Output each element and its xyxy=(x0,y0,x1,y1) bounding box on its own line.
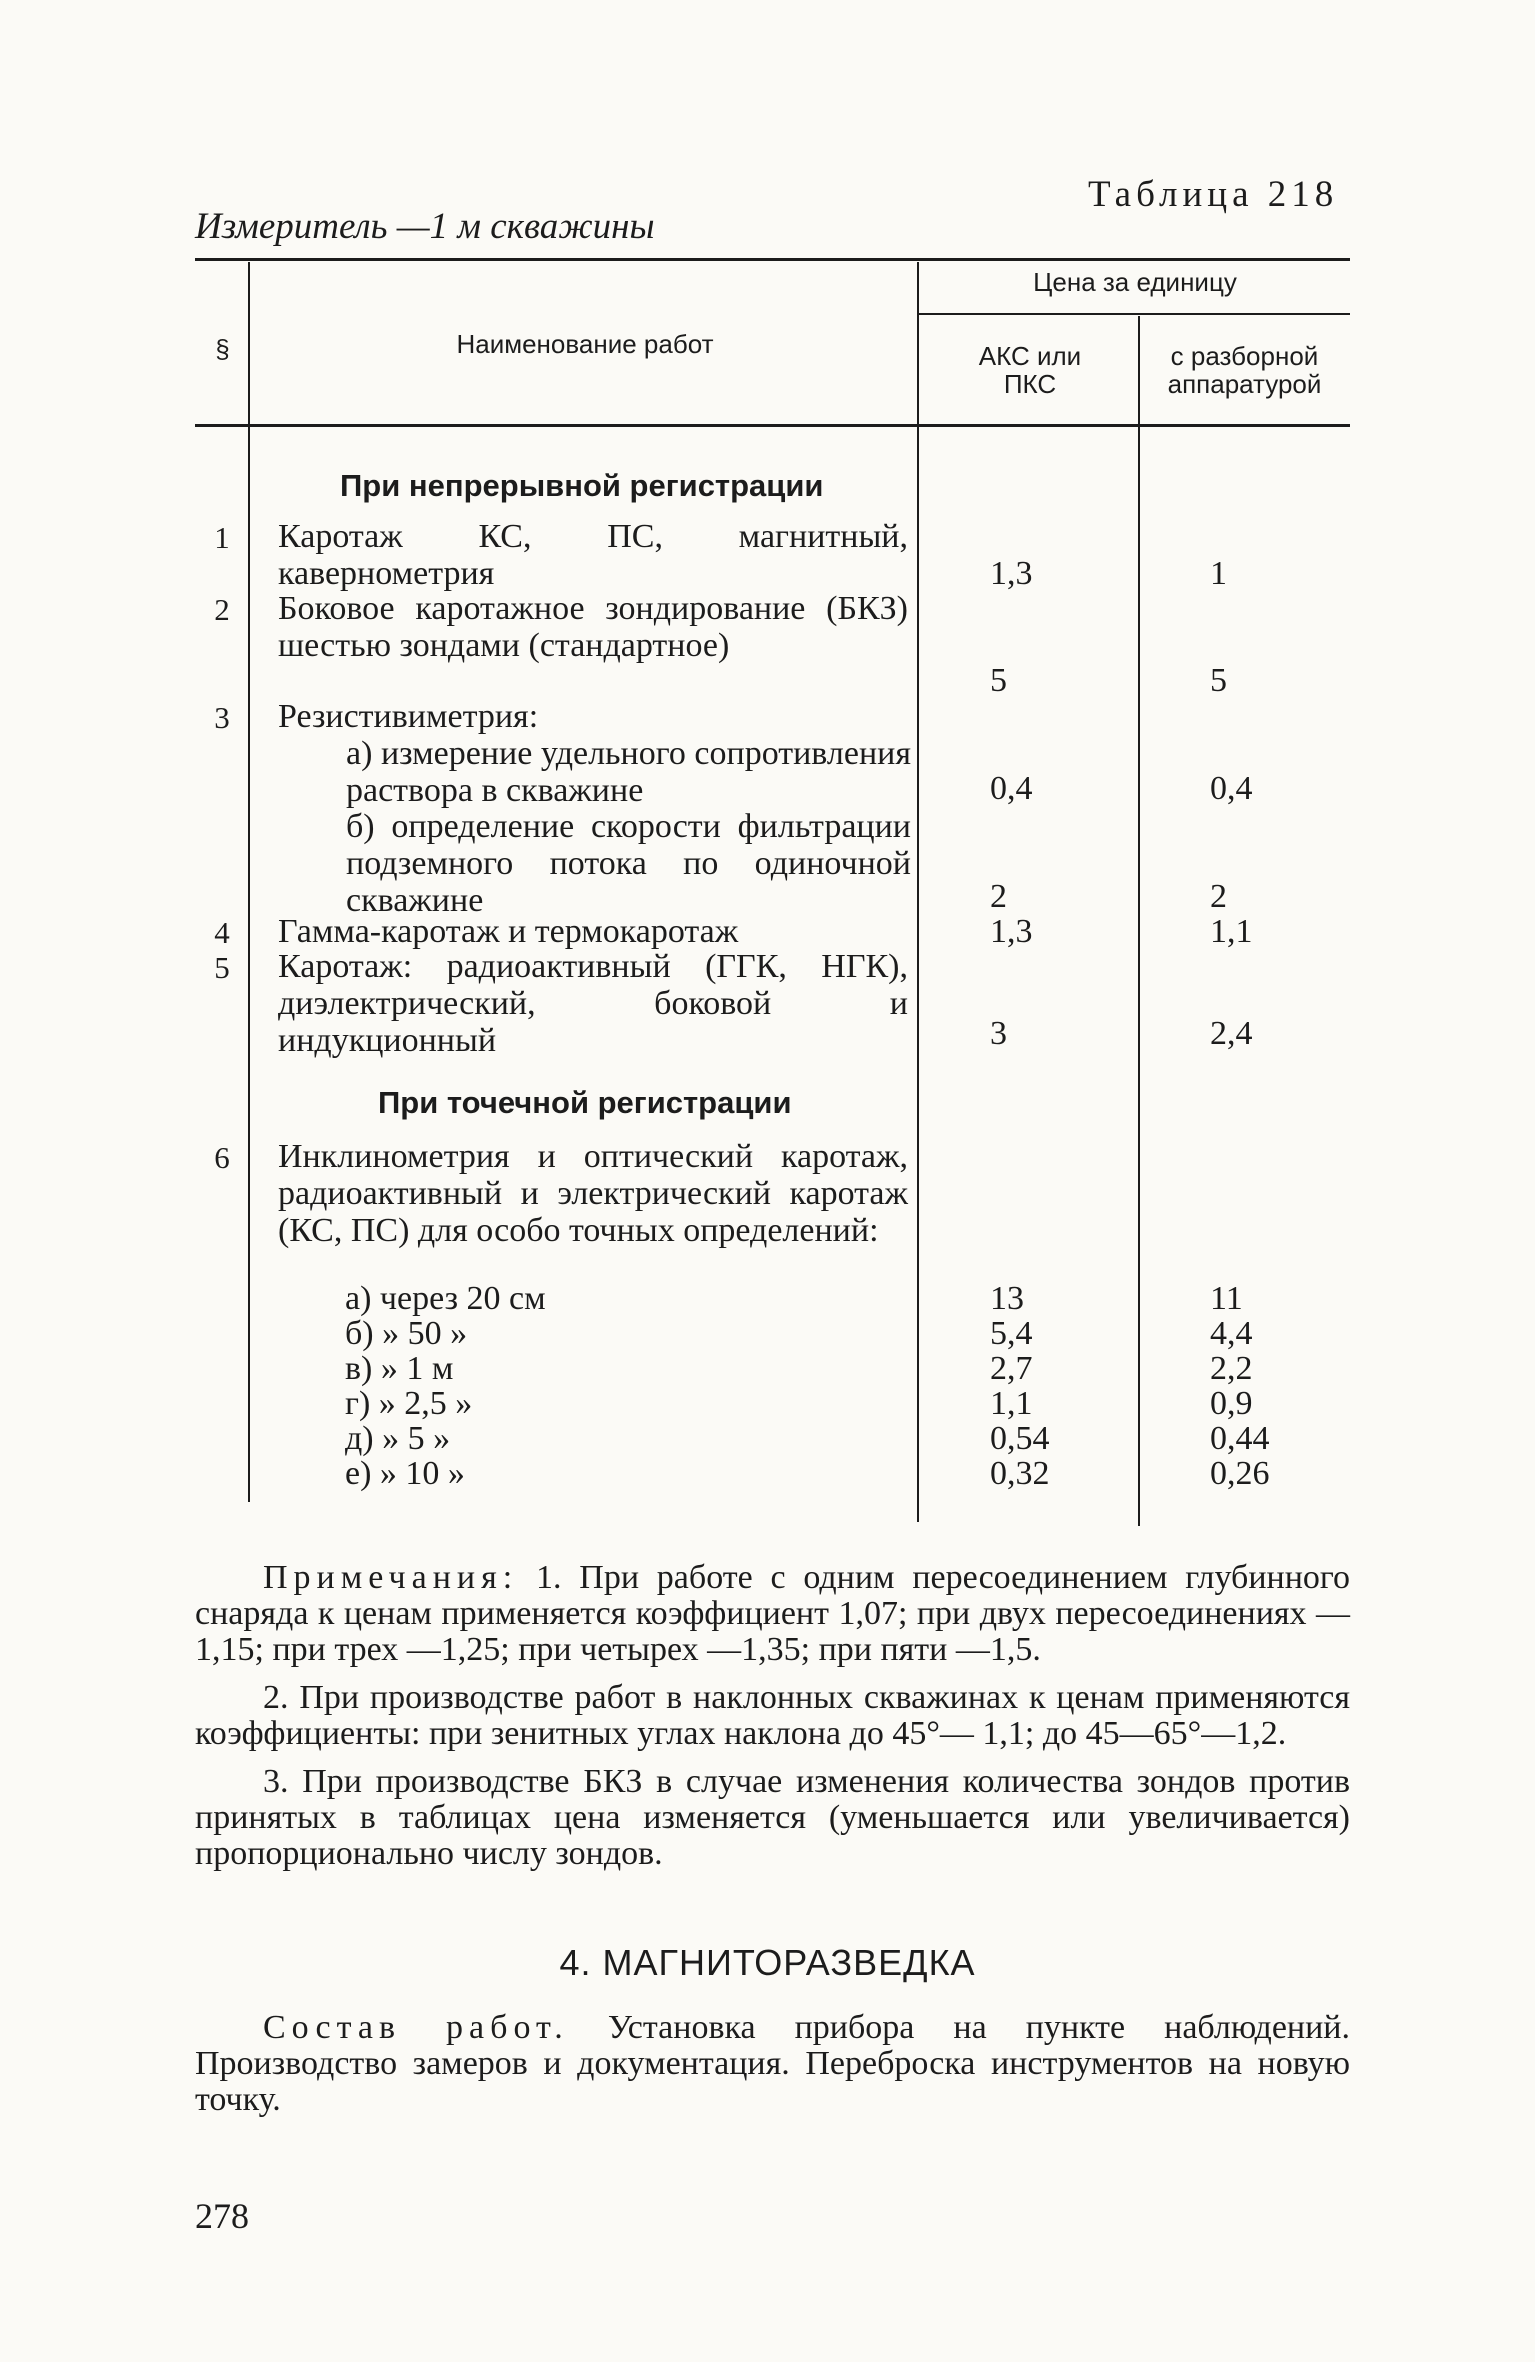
row-text: Каротаж: радиоактивный (ГГК, НГК), диэлектрический, боковой и индукционный xyxy=(278,948,908,1059)
row-value-aks: 1,3 xyxy=(990,555,1033,592)
row-num: 3 xyxy=(214,700,230,735)
col-header-price: Цена за единицу xyxy=(1033,267,1237,297)
subrow-label: а) через 20 см xyxy=(345,1280,546,1317)
col-header-section: § xyxy=(215,334,230,364)
subrow-value-razb: 4,4 xyxy=(1210,1315,1253,1352)
row-value-aks: 1,3 xyxy=(990,913,1033,950)
row-num: 5 xyxy=(214,950,230,985)
subrow-label: е) » 10 » xyxy=(345,1455,465,1492)
col-header-name: Наименование работ xyxy=(456,329,714,359)
subrow-value-aks: 0,54 xyxy=(990,1420,1050,1457)
notes-block xyxy=(195,1560,1350,1884)
row-text: а) измерение удельного сопротивления раствора в скважине xyxy=(346,735,911,809)
note-2: 2. При производстве работ в наклонных скважинах к ценам применяются коэффициенты: при зенитных углах наклона до 45°— 1,1; до 45—65°—1,2. xyxy=(195,1679,1350,1752)
subrow-value-razb: 0,44 xyxy=(1210,1420,1270,1457)
row-text: Резистивиметрия: xyxy=(278,698,539,735)
col-header-aks: АКС или ПКС xyxy=(978,341,1082,399)
row-value-aks: 5 xyxy=(990,662,1007,699)
row-text: Боковое каротажное зондирование (БКЗ) шестью зондами (стандартное) xyxy=(278,590,908,664)
composition-text: Установка прибора на пункте наблюдений. Производство замеров и документация. Переброска инструментов на новую точку. xyxy=(195,2009,1350,2118)
col-divider-2 xyxy=(917,262,919,1522)
subrow-label: в) » 1 м xyxy=(345,1350,454,1387)
table-number: Таблица 218 xyxy=(1088,174,1339,215)
table-header-rule xyxy=(195,424,1350,427)
composition-paragraph xyxy=(195,2010,1350,2118)
row-num: 2 xyxy=(214,592,230,627)
row-text: Инклинометрия и оптический каротаж, радиоактивный и электрический каротаж (КС, ПС) для особо точных определений: xyxy=(278,1138,908,1249)
row-value-aks: 3 xyxy=(990,1015,1007,1052)
section-continuous: При непрерывной регистрации xyxy=(340,468,824,503)
subrow-value-aks: 5,4 xyxy=(990,1315,1033,1352)
note-3: 3. При производстве БКЗ в случае изменения количества зондов против принятых в таблицах цена изменяется (уменьшается или увеличивается) пропорционально числу зондов. xyxy=(195,1763,1350,1872)
subrow-label: б) » 50 » xyxy=(345,1315,468,1352)
col-header-razb: с разборной аппаратурой xyxy=(1167,341,1322,399)
section-point: При точечной регистрации xyxy=(378,1085,792,1120)
col-divider-1 xyxy=(248,262,250,1502)
row-value-razb: 1,1 xyxy=(1210,913,1253,950)
note-1 xyxy=(195,1560,1350,1668)
row-text: Каротаж КС, ПС, магнитный, кавернометрия xyxy=(278,518,908,592)
row-num: 6 xyxy=(214,1140,230,1175)
measure-unit: Измеритель —1 м скважины xyxy=(195,206,655,247)
subrow-value-razb: 0,9 xyxy=(1210,1385,1253,1422)
subrow-value-razb: 11 xyxy=(1210,1280,1243,1317)
row-value-razb: 0,4 xyxy=(1210,770,1253,807)
subrow-value-aks: 1,1 xyxy=(990,1385,1033,1422)
subrow-value-razb: 0,26 xyxy=(1210,1455,1270,1492)
row-num: 4 xyxy=(214,915,230,950)
table-top-rule xyxy=(195,258,1350,261)
row-num: 1 xyxy=(214,520,230,555)
row-value-razb: 5 xyxy=(1210,662,1227,699)
col-divider-3 xyxy=(1138,316,1140,1526)
subrow-value-aks: 2,7 xyxy=(990,1350,1033,1387)
subrow-value-aks: 0,32 xyxy=(990,1455,1050,1492)
price-subheader-rule xyxy=(918,313,1350,315)
chapter-heading: 4. МАГНИТОРАЗВЕДКА xyxy=(559,1942,976,1983)
row-value-razb: 2,4 xyxy=(1210,1015,1253,1052)
page-number: 278 xyxy=(195,2196,249,2236)
row-value-razb: 1 xyxy=(1210,555,1227,592)
row-text: б) определение скорости фильтрации подземного потока по одиночной скважине xyxy=(346,808,911,919)
subrow-value-razb: 2,2 xyxy=(1210,1350,1253,1387)
row-value-aks: 0,4 xyxy=(990,770,1033,807)
notes-title: Примечания: xyxy=(263,1559,519,1596)
composition-label: Состав работ. xyxy=(263,2009,569,2046)
subrow-label: д) » 5 » xyxy=(345,1420,451,1457)
row-text: Гамма-каротаж и термокаротаж xyxy=(278,913,739,950)
row-value-aks: 2 xyxy=(990,878,1007,915)
note-1-text: 1. При работе с одним пересоединением глубинного снаряда к ценам применяется коэффициент 1,07; при двух пересоединениях —1,15; при трех —1,25; при четырех —1,35; при пяти —1,5. xyxy=(195,1559,1351,1668)
composition-block xyxy=(195,2010,1350,2130)
row-value-razb: 2 xyxy=(1210,878,1227,915)
subrow-label: г) » 2,5 » xyxy=(345,1385,473,1422)
subrow-value-aks: 13 xyxy=(990,1280,1024,1317)
